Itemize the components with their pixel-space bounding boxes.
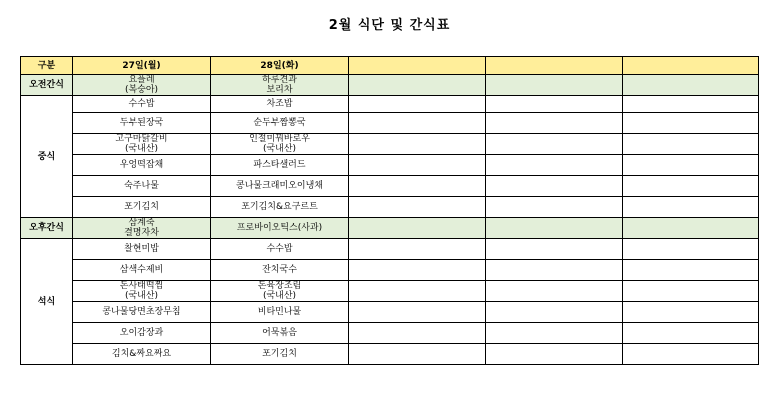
lunch-monday: 두부된장국 [73, 113, 211, 134]
dinner-monday: 김치&짜요짜요 [73, 344, 211, 365]
lunch-monday: 우엉떡잡채 [73, 155, 211, 176]
empty-cell [623, 113, 759, 134]
lunch-monday [73, 134, 211, 155]
dinner-tuesday: 포기김치 [211, 344, 349, 365]
pm-snack-row [21, 218, 759, 239]
dinner-monday: 콩나물당면초장무침 [73, 302, 211, 323]
lunch-tuesday: 콩나물크래미오이냉채 [211, 176, 349, 197]
menu-item: 돈육장조림 [257, 281, 302, 291]
header-day-monday: 27일(월) [73, 57, 211, 75]
am-snack-row [21, 75, 759, 96]
pm-snack-monday [73, 218, 211, 239]
lunch-label: 중식 [21, 96, 73, 218]
empty-cell [486, 155, 623, 176]
header-day-4 [486, 57, 623, 75]
empty-cell [486, 323, 623, 344]
am-snack-monday [73, 75, 211, 96]
empty-cell [349, 155, 486, 176]
empty-cell [486, 281, 623, 302]
empty-cell [623, 134, 759, 155]
dinner-monday [73, 281, 211, 302]
empty-cell [349, 344, 486, 365]
lunch-tuesday: 순두부짬뽕국 [211, 113, 349, 134]
empty-cell [623, 176, 759, 197]
menu-item: 돈사태떡찜 [119, 281, 164, 291]
empty-cell [623, 218, 759, 239]
empty-cell [486, 260, 623, 281]
empty-cell [486, 344, 623, 365]
dinner-row [21, 302, 759, 323]
empty-cell [349, 96, 486, 113]
dinner-tuesday [211, 281, 349, 302]
empty-cell [349, 134, 486, 155]
menu-item: 요플레 [128, 75, 155, 85]
empty-cell [349, 197, 486, 218]
empty-cell [486, 302, 623, 323]
menu-item-note: (국내산) [124, 144, 159, 154]
pm-snack-tuesday: 프로바이오틱스(사과) [211, 218, 349, 239]
am-snack-tuesday [211, 75, 349, 96]
empty-cell [349, 113, 486, 134]
menu-item-note: (복숭아) [124, 85, 159, 95]
menu-item-note: (국내산) [262, 291, 297, 301]
am-snack-label: 오전간식 [21, 75, 73, 96]
header-day-tuesday: 28일(화) [211, 57, 349, 75]
empty-cell [623, 302, 759, 323]
lunch-row [21, 134, 759, 155]
menu-item-note: (국내산) [262, 144, 297, 154]
page-title: 2월 식단 및 간식표 [328, 18, 451, 33]
empty-cell [486, 176, 623, 197]
dinner-tuesday: 어묵볶음 [211, 323, 349, 344]
header-row [21, 57, 759, 75]
empty-cell [486, 113, 623, 134]
empty-cell [349, 239, 486, 260]
dinner-tuesday: 잔치국수 [211, 260, 349, 281]
lunch-tuesday [211, 134, 349, 155]
menu-item: 하루견과 [262, 75, 297, 85]
menu-item-note: (국내산) [124, 291, 159, 301]
lunch-row [21, 197, 759, 218]
lunch-tuesday: 포기김치&요구르트 [211, 197, 349, 218]
lunch-tuesday: 파스타샐러드 [211, 155, 349, 176]
lunch-monday: 수수밥 [73, 96, 211, 113]
menu-table [20, 56, 759, 365]
empty-cell [623, 260, 759, 281]
lunch-row [21, 176, 759, 197]
empty-cell [623, 239, 759, 260]
empty-cell [623, 197, 759, 218]
empty-cell [623, 281, 759, 302]
menu-item: 고구마닭갈비 [115, 134, 168, 144]
empty-cell [349, 260, 486, 281]
empty-cell [486, 75, 623, 96]
lunch-monday: 숙주나물 [73, 176, 211, 197]
menu-item: 결명자차 [124, 228, 159, 238]
menu-item: 삼계죽 [128, 218, 155, 228]
empty-cell [486, 134, 623, 155]
empty-cell [349, 176, 486, 197]
lunch-row [21, 113, 759, 134]
header-category: 구분 [21, 57, 73, 75]
dinner-row [21, 323, 759, 344]
empty-cell [349, 218, 486, 239]
empty-cell [486, 218, 623, 239]
dinner-label: 석식 [21, 239, 73, 365]
lunch-row [21, 96, 759, 113]
dinner-tuesday: 비타민나물 [211, 302, 349, 323]
empty-cell [349, 302, 486, 323]
empty-cell [623, 155, 759, 176]
empty-cell [486, 96, 623, 113]
header-day-5 [623, 57, 759, 75]
empty-cell [623, 344, 759, 365]
menu-item: 보리차 [266, 85, 293, 95]
empty-cell [349, 323, 486, 344]
empty-cell [486, 239, 623, 260]
lunch-monday: 포기김치 [73, 197, 211, 218]
dinner-row [21, 344, 759, 365]
header-day-3 [349, 57, 486, 75]
menu-item: 인절미꿔바로우 [249, 134, 310, 144]
dinner-monday: 삼색수제비 [73, 260, 211, 281]
lunch-tuesday: 차조밥 [211, 96, 349, 113]
dinner-monday: 오이감장과 [73, 323, 211, 344]
dinner-monday: 찰현미밥 [73, 239, 211, 260]
dinner-tuesday: 수수밥 [211, 239, 349, 260]
empty-cell [623, 75, 759, 96]
lunch-row [21, 155, 759, 176]
dinner-row [21, 260, 759, 281]
dinner-row [21, 239, 759, 260]
empty-cell [623, 96, 759, 113]
empty-cell [349, 75, 486, 96]
empty-cell [349, 281, 486, 302]
pm-snack-label: 오후간식 [21, 218, 73, 239]
dinner-row [21, 281, 759, 302]
empty-cell [486, 197, 623, 218]
empty-cell [623, 323, 759, 344]
